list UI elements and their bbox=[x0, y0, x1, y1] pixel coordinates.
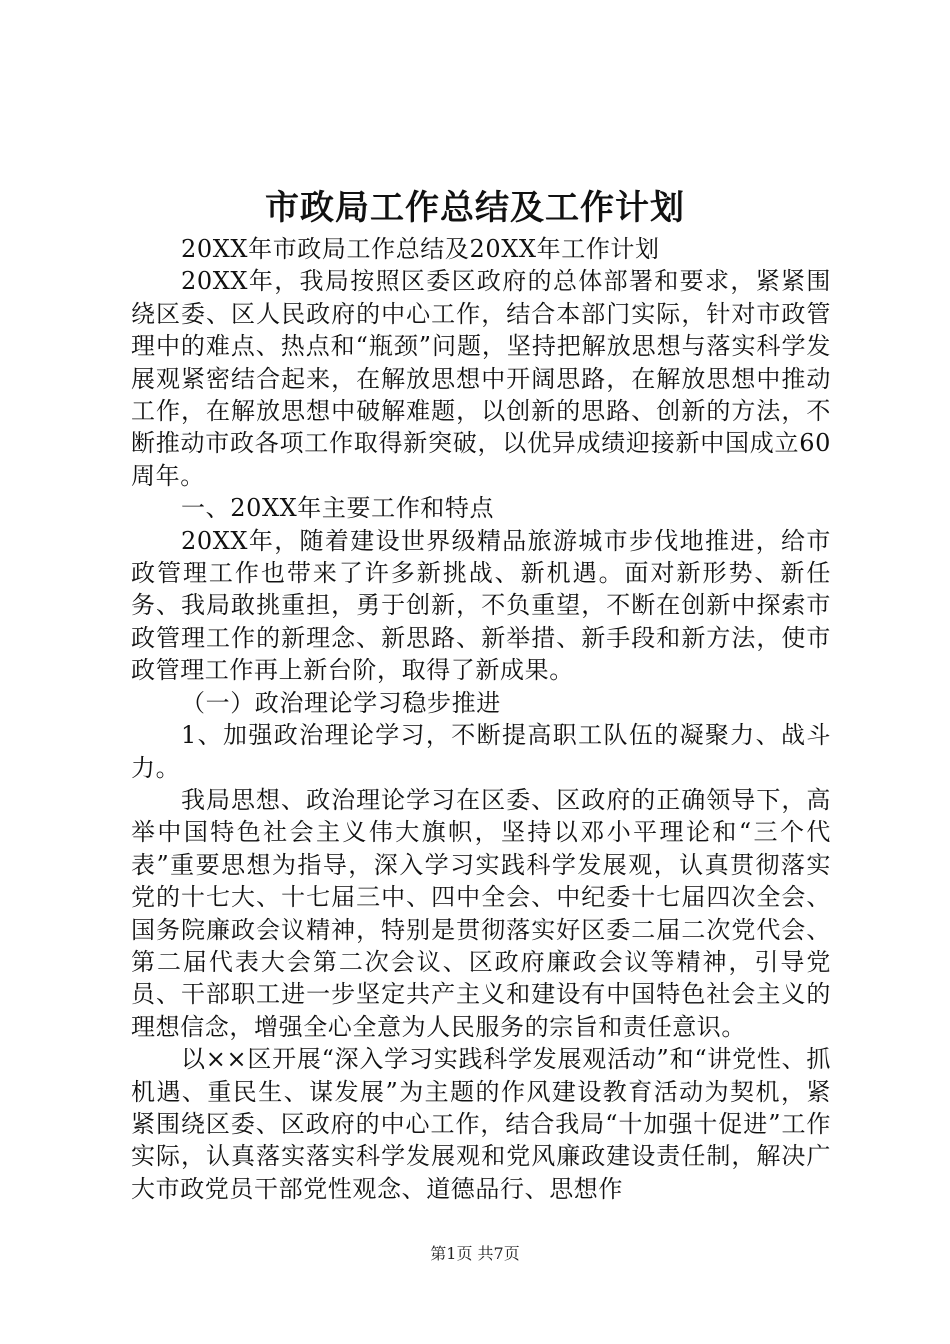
subsection-heading-political-study: （一）政治理论学习稳步推进 bbox=[181, 688, 501, 717]
paragraph-intro: 20XX年，我局按照区委区政府的总体部署和要求，紧紧围绕区委、区人民政府的中心工作，结合本部门实际，针对市政管理中的难点、热点和“瓶颈”问题，坚持把解放思想与落实科学发展观紧密结合起来，在解放思想中开阔思路，在解放思想中推动工作，在解放思想中破解难题，以创新的思路、创新的方法，不断推动市政各项工作取得新突破，以优异成绩迎接新中国成立60周年。 bbox=[131, 267, 831, 490]
item-heading-strengthen-study: 1、加强政治理论学习，不断提高职工队伍的凝聚力、战斗力。 bbox=[131, 721, 831, 782]
document-title: 市政局工作总结及工作计划 bbox=[265, 188, 685, 228]
paragraph-main-work: 20XX年，随着建设世界级精品旅游城市步伐地推进，给市政管理工作也带来了许多新挑战、新机遇。面对新形势、新任务、我局敢挑重担，勇于创新，不负重望，不断在创新中探索市政管理工作的新理念、新思路、新举措、新手段和新方法，使市政管理工作再上新台阶，取得了新成果。 bbox=[131, 526, 831, 685]
page-footer: 第1页 共7页 bbox=[430, 1244, 520, 1263]
section-heading-main-work: 一、20XX年主要工作和特点 bbox=[181, 494, 495, 523]
paragraph-style-building: 以××区开展“深入学习实践科学发展观活动”和“讲党性、抓机遇、重民生、谋发展”为主题的作风建设教育活动为契机，紧紧围绕区委、区政府的中心工作，结合我局“十加强十促进”工作实际，认真落实落实科学发展观和党风廉政建设责任制，解决广大市政党员干部党性观念、道德品行、思想作 bbox=[131, 1045, 831, 1203]
paragraph-subtitle: 20XX年市政局工作总结及20XX年工作计划 bbox=[181, 235, 660, 263]
paragraph-political-study: 我局思想、政治理论学习在区委、区政府的正确领导下，高举中国特色社会主义伟大旗帜，坚持以邓小平理论和“三个代表”重要思想为指导，深入学习实践科学发展观，认真贯彻落实党的十七大、十七届三中、四中全会、中纪委十七届四次全会、国务院廉政会议精神，特别是贯彻落实好区委二届二次党代会、第二届代表大会第二次会议、区政府廉政会议等精神，引导党员、干部职工进一步坚定共产主义和建设有中国特色社会主义的理想信念，增强全心全意为人民服务的宗旨和责任意识。 bbox=[131, 785, 831, 1041]
document-body bbox=[131, 233, 831, 1205]
